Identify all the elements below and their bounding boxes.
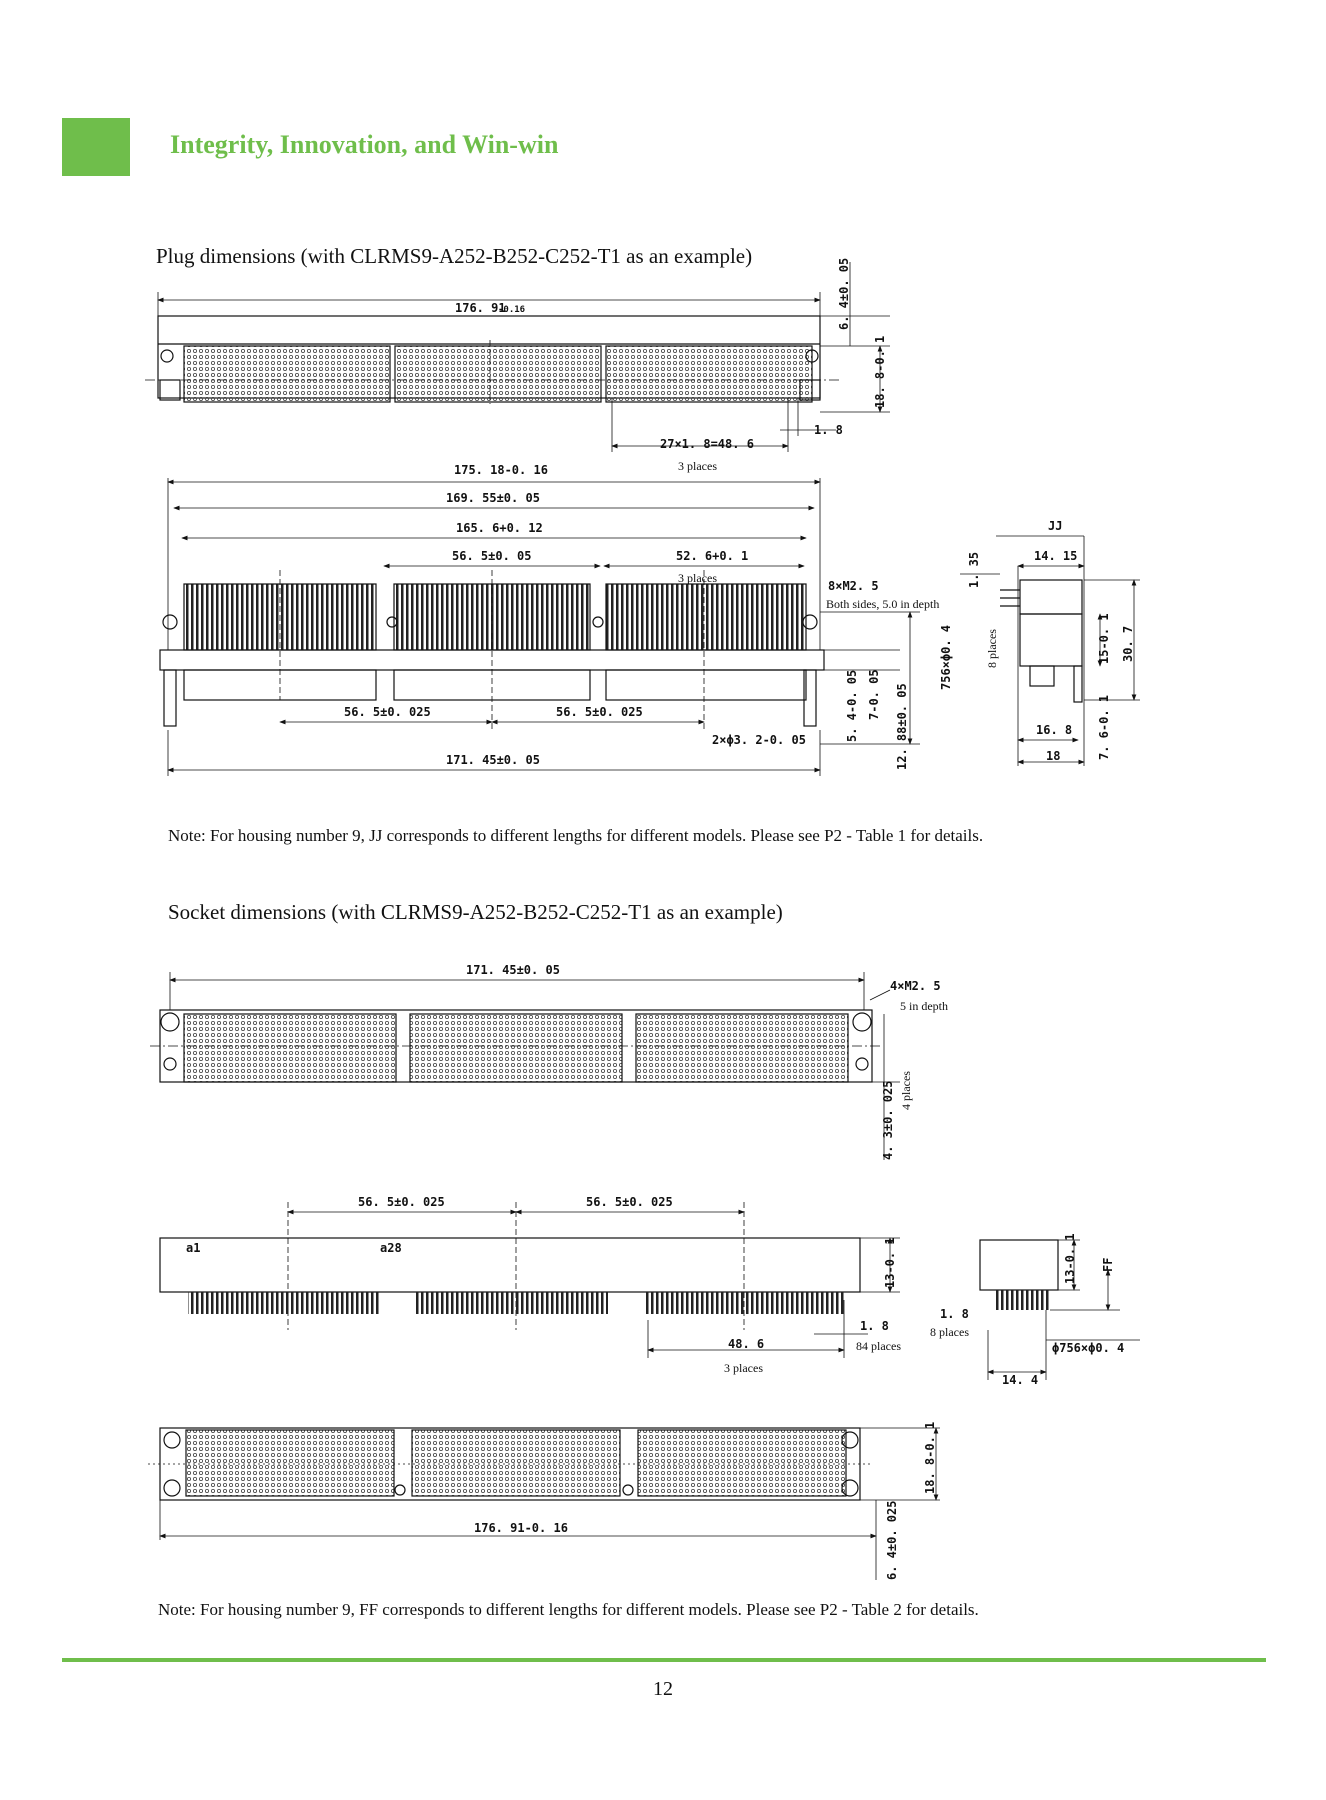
plug-holes: 2×ϕ3. 2-0. 05 [712, 733, 806, 747]
socket-places-3: 3 places [724, 1361, 763, 1375]
plug-dim-171: 171. 45±0. 05 [446, 753, 540, 767]
socket-v-13: 13-0. 1 [883, 1237, 897, 1288]
header-title: Integrity, Innovation, and Win-win [170, 130, 559, 159]
plug-pitch-small: 1. 8 [814, 423, 843, 437]
plug-dim-56c: 56. 5±0. 025 [556, 705, 643, 719]
plug-side-18: 18 [1046, 749, 1061, 763]
socket-places-4: 4 places [899, 1071, 913, 1110]
plug-side-jj: JJ [1048, 519, 1063, 533]
plug-dim-165: 165. 6+0. 12 [456, 521, 543, 535]
plug-top-v1: 6. 4±0. 05 [837, 257, 851, 330]
socket-bottom-17691: 176. 91-0. 16 [474, 1521, 568, 1535]
plug-side-135: 1. 35 [967, 551, 981, 588]
plug-side-15: 15-0. 1 [1097, 613, 1111, 664]
page-number: 12 [653, 1678, 673, 1700]
socket-label-a1: a1 [186, 1241, 201, 1255]
plug-top-v2: 18. 8-0. 1 [873, 335, 887, 408]
socket-side-places8: 8 places [930, 1325, 969, 1339]
plug-row-pitch: 27×1. 8=48. 6 [660, 437, 754, 451]
socket-screw: 4×M2. 5 [890, 979, 941, 993]
plug-caption: Plug dimensions (with CLRMS9-A252-B252-C252-T1 as an example) [156, 244, 753, 268]
plug-side-1415: 14. 15 [1034, 549, 1078, 563]
socket-pitch-18: 1. 8 [860, 1319, 889, 1333]
plug-screw-note: Both sides, 5.0 in depth [826, 597, 940, 611]
socket-dim-56a: 56. 5±0. 025 [358, 1195, 445, 1209]
plug-note: Note: For housing number 9, JJ corresponds to different lengths for different models. Please see P2 - Table 1 for details. [168, 826, 984, 845]
plug-side-307: 30. 7 [1121, 625, 1135, 662]
plug-side-76: 7. 6-0. 1 [1097, 694, 1111, 760]
plug-overall-length: 176. 91 [455, 301, 506, 315]
plug-side-places8: 8 places [985, 629, 999, 668]
plug-top-view [145, 262, 890, 452]
socket-side-ff: FF [1101, 1257, 1115, 1272]
socket-side-13: 13-0. 1 [1063, 1233, 1077, 1284]
plug-v-7: 7-0. 05 [867, 669, 881, 720]
plug-places-3b: 3 places [678, 571, 717, 585]
socket-bottom-v64: 6. 4±0. 025 [885, 1500, 899, 1580]
socket-side-144: 14. 4 [1002, 1373, 1039, 1387]
socket-v-43: 4. 3±0. 025 [881, 1080, 895, 1160]
socket-bottom-v188: 18. 8-0. 1 [923, 1421, 937, 1494]
plug-dim-169: 169. 55±0. 05 [446, 491, 540, 505]
socket-bottom-view [148, 1428, 940, 1580]
socket-places-84: 84 places [856, 1339, 901, 1353]
socket-front-view [160, 1202, 900, 1358]
socket-dim-56b: 56. 5±0. 025 [586, 1195, 673, 1209]
socket-top-view [150, 972, 900, 1160]
plug-side-168: 16. 8 [1036, 723, 1073, 737]
socket-caption: Socket dimensions (with CLRMS9-A252-B252-C252-T1 as an example) [168, 900, 783, 924]
plug-dim-52: 52. 6+0. 1 [676, 549, 749, 563]
plug-overall-tol: -0.16 [498, 305, 526, 315]
footer-rule [62, 1658, 1266, 1662]
plug-dim-56a: 56. 5±0. 05 [452, 549, 532, 563]
plug-v-54: 5. 4-0. 05 [845, 669, 859, 742]
socket-side-view [980, 1240, 1140, 1380]
plug-v-1288: 12. 88±0. 05 [895, 683, 909, 770]
plug-dim-56b: 56. 5±0. 025 [344, 705, 431, 719]
plug-screw-spec: 8×M2. 5 [828, 579, 879, 593]
socket-side-18: 1. 8 [940, 1307, 969, 1321]
socket-label-a28: a28 [380, 1241, 402, 1255]
socket-dim-486: 48. 6 [728, 1337, 765, 1351]
plug-dim-175: 175. 18-0. 16 [454, 463, 548, 477]
plug-places-3a: 3 places [678, 459, 717, 473]
socket-dim-171: 171. 45±0. 05 [466, 963, 560, 977]
socket-note: Note: For housing number 9, FF corresponds to different lengths for different models. Please see P2 - Table 2 for details. [158, 1600, 979, 1619]
plug-side-pins: 756×ϕ0. 4 [939, 624, 953, 690]
socket-depth: 5 in depth [900, 999, 948, 1013]
socket-side-pins: ϕ756×ϕ0. 4 [1052, 1341, 1125, 1355]
